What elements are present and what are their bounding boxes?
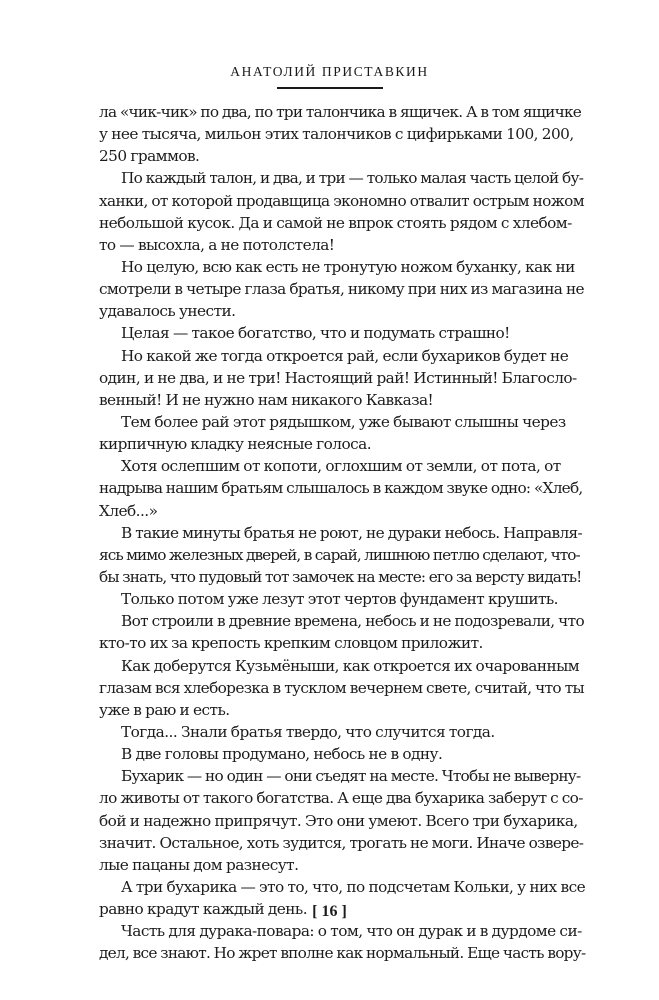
text-line: бы знать, что пудовый тот замочек на месте: его за версту видать! [99,567,582,586]
text-line: А три бухарика — это то, что, по подсчетам Кольки, у них все [121,877,586,896]
text-line: ясь мимо железных дверей, в сарай, лишнюю петлю сделают, что- [99,545,580,564]
text-line: Хотя ослепшим от копоти, оглохшим от земли, от пота, от [121,457,561,476]
text-line: один, и не два, и не три! Настоящий рай! Истинный! Благосло- [99,368,577,387]
text-line: ло животы от такого богатства. А еще два бухарика заберут с со- [99,789,583,808]
text-line: Часть для дурака-повара: о том, что он дурак и в дурдоме си- [121,922,582,941]
text-line: венный! И не нужно нам никакого Кавказа! [99,390,434,409]
text-line: смотрели в четыре глаза братья, никому при них из магазина не [99,280,584,299]
text-line: В такие минуты братья не роют, не дураки небось. Направля- [121,523,583,542]
running-header [0,64,659,89]
text-line: Как доберутся Кузьмёныши, как откроется их очарованным [121,656,580,675]
text-line: ла «чик-чик» по два, по три талончика в ящичек. А в том ящичке [99,103,582,121]
text-line: кто-то их за крепость крепким словцом приложит. [99,634,483,653]
text-line: значит. Остальное, хоть зудится, трогать не моги. Иначе озвере- [99,833,584,852]
text-line: то — высохла, а не потолстела! [99,235,335,254]
text-line: Целая — такое богатство, что и подумать страшно! [121,324,510,343]
text-line: небольшой кусок. Да и самой не впрок стоять рядом с хлебом- [99,213,572,232]
text-line: ханки, от которой продавщица экономно отвалит острым ножом [99,191,584,210]
text-line: По каждый талон, и два, и три — только малая часть целой бу- [121,169,584,188]
text-line: глазам вся хлеборезка в тусклом вечернем свете, считай, что ты [99,678,585,697]
text-line: Бухарик — но один — они съедят на месте. Чтобы не выверну- [121,767,581,786]
text-line: Тогда... Знали братья твердо, что случится тогда. [121,722,495,741]
text-line: уже в раю и есть. [99,700,230,719]
text-line: бой и надежно припрячут. Это они умеют. Всего три бухарика, [99,811,578,830]
text-line: 250 граммов. [99,147,200,166]
header-rule [277,87,383,89]
text-line: Но какой же тогда откроется рай, если бухариков будет не [121,346,569,365]
text-line: равно крадут каждый день. [99,900,308,919]
text-line: Хлеб...» [99,501,158,520]
text-line: Но целую, всю как есть не тронутую ножом буханку, как ни [121,257,575,276]
text-line: у нее тысяча, мильон этих талончиков с цифирьками 100, 200, [99,125,574,144]
text-line: лые пацаны дом разнесут. [99,855,299,874]
text-line: Тем более рай этот рядышком, уже бывают слышны через [121,412,566,431]
body-text [99,101,585,964]
text-line: кирпичную кладку неясные голоса. [99,435,372,454]
text-line: дел, все знают. Но жрет вполне как нормальный. Еще часть вору- [99,944,586,963]
page-number: [ 16 ] [312,903,347,920]
text-line: Только потом уже лезут этот чертов фундамент крушить. [121,590,558,609]
text-line: удавалось унести. [99,302,236,321]
author-name: АНАТОЛИЙ ПРИСТАВКИН [230,64,429,79]
text-line: В две головы продумано, небось не в одну. [121,745,443,764]
text-line: Вот строили в древние времена, небось и не подозревали, что [121,612,585,631]
text-line: надрыва нашим братьям слышалось в каждом звуке одно: «Хлеб, [99,479,583,498]
